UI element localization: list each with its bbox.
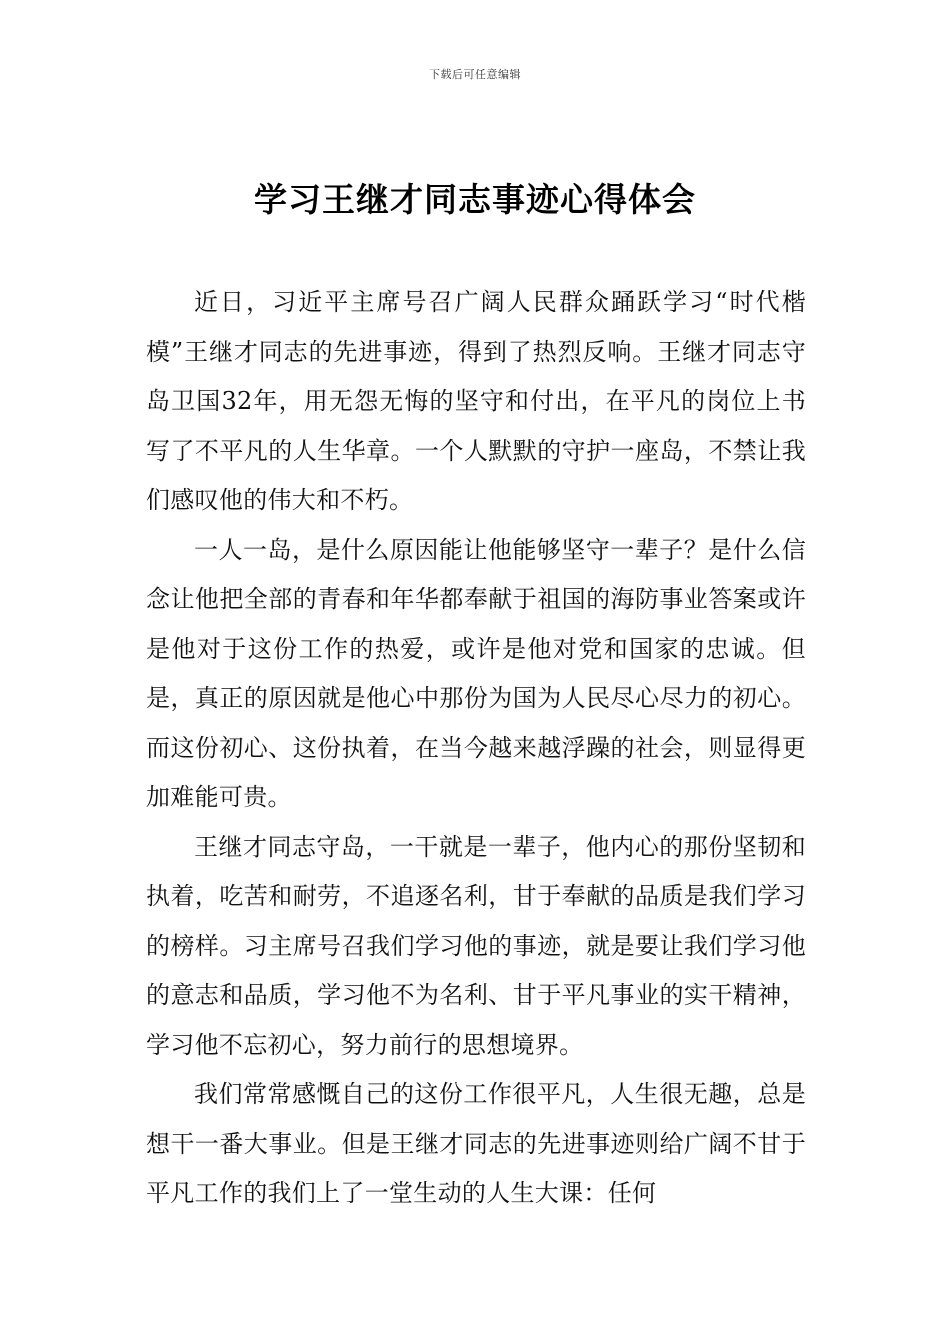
paragraph-4: 我们常常感慨自己的这份工作很平凡，人生很无趣，总是想干一番大事业。但是王继才同志的先进事迹则给广阔不甘于平凡工作的我们上了一堂生动的人生大课：任何 (146, 1080, 806, 1207)
paragraph-2: 一人一岛，是什么原因能让他能够坚守一辈子？是什么信念让他把全部的青春和年华都奉献于祖国的海防事业答案或许是他对于这份工作的热爱，或许是他对党和国家的忠诚。但是，真正的原因就是他心中那份为国为人民尽心尽力的初心。而这份初心、这份执着，在当今越来越浮躁的社会，则显得更加难能可贵。 (146, 535, 806, 811)
header-note: 下载后可任意编辑 (429, 68, 521, 81)
document-body (146, 278, 806, 1219)
paragraph-3: 王继才同志守岛，一干就是一辈子，他内心的那份坚韧和执着，吃苦和耐劳，不追逐名利，甘于奉献的品质是我们学习的榜样。习主席号召我们学习他的事迹，就是要让我们学习他的意志和品质，学习他不为名利、甘于平凡事业的实干精神，学习他不忘初心，努力前行的思想境界。 (146, 832, 806, 1059)
document-title: 学习王继才同志事迹心得体会 (254, 180, 696, 219)
paragraph-1: 近日，习近平主席号召广阔人民群众踊跃学习“时代楷模”王继才同志的先进事迹，得到了热烈反响。王继才同志守岛卫国32年，用无怨无悔的坚守和付出，在平凡的岗位上书写了不平凡的人生华章。一个人默默的守护一座岛，不禁让我们感叹他的伟大和不朽。 (146, 288, 806, 514)
